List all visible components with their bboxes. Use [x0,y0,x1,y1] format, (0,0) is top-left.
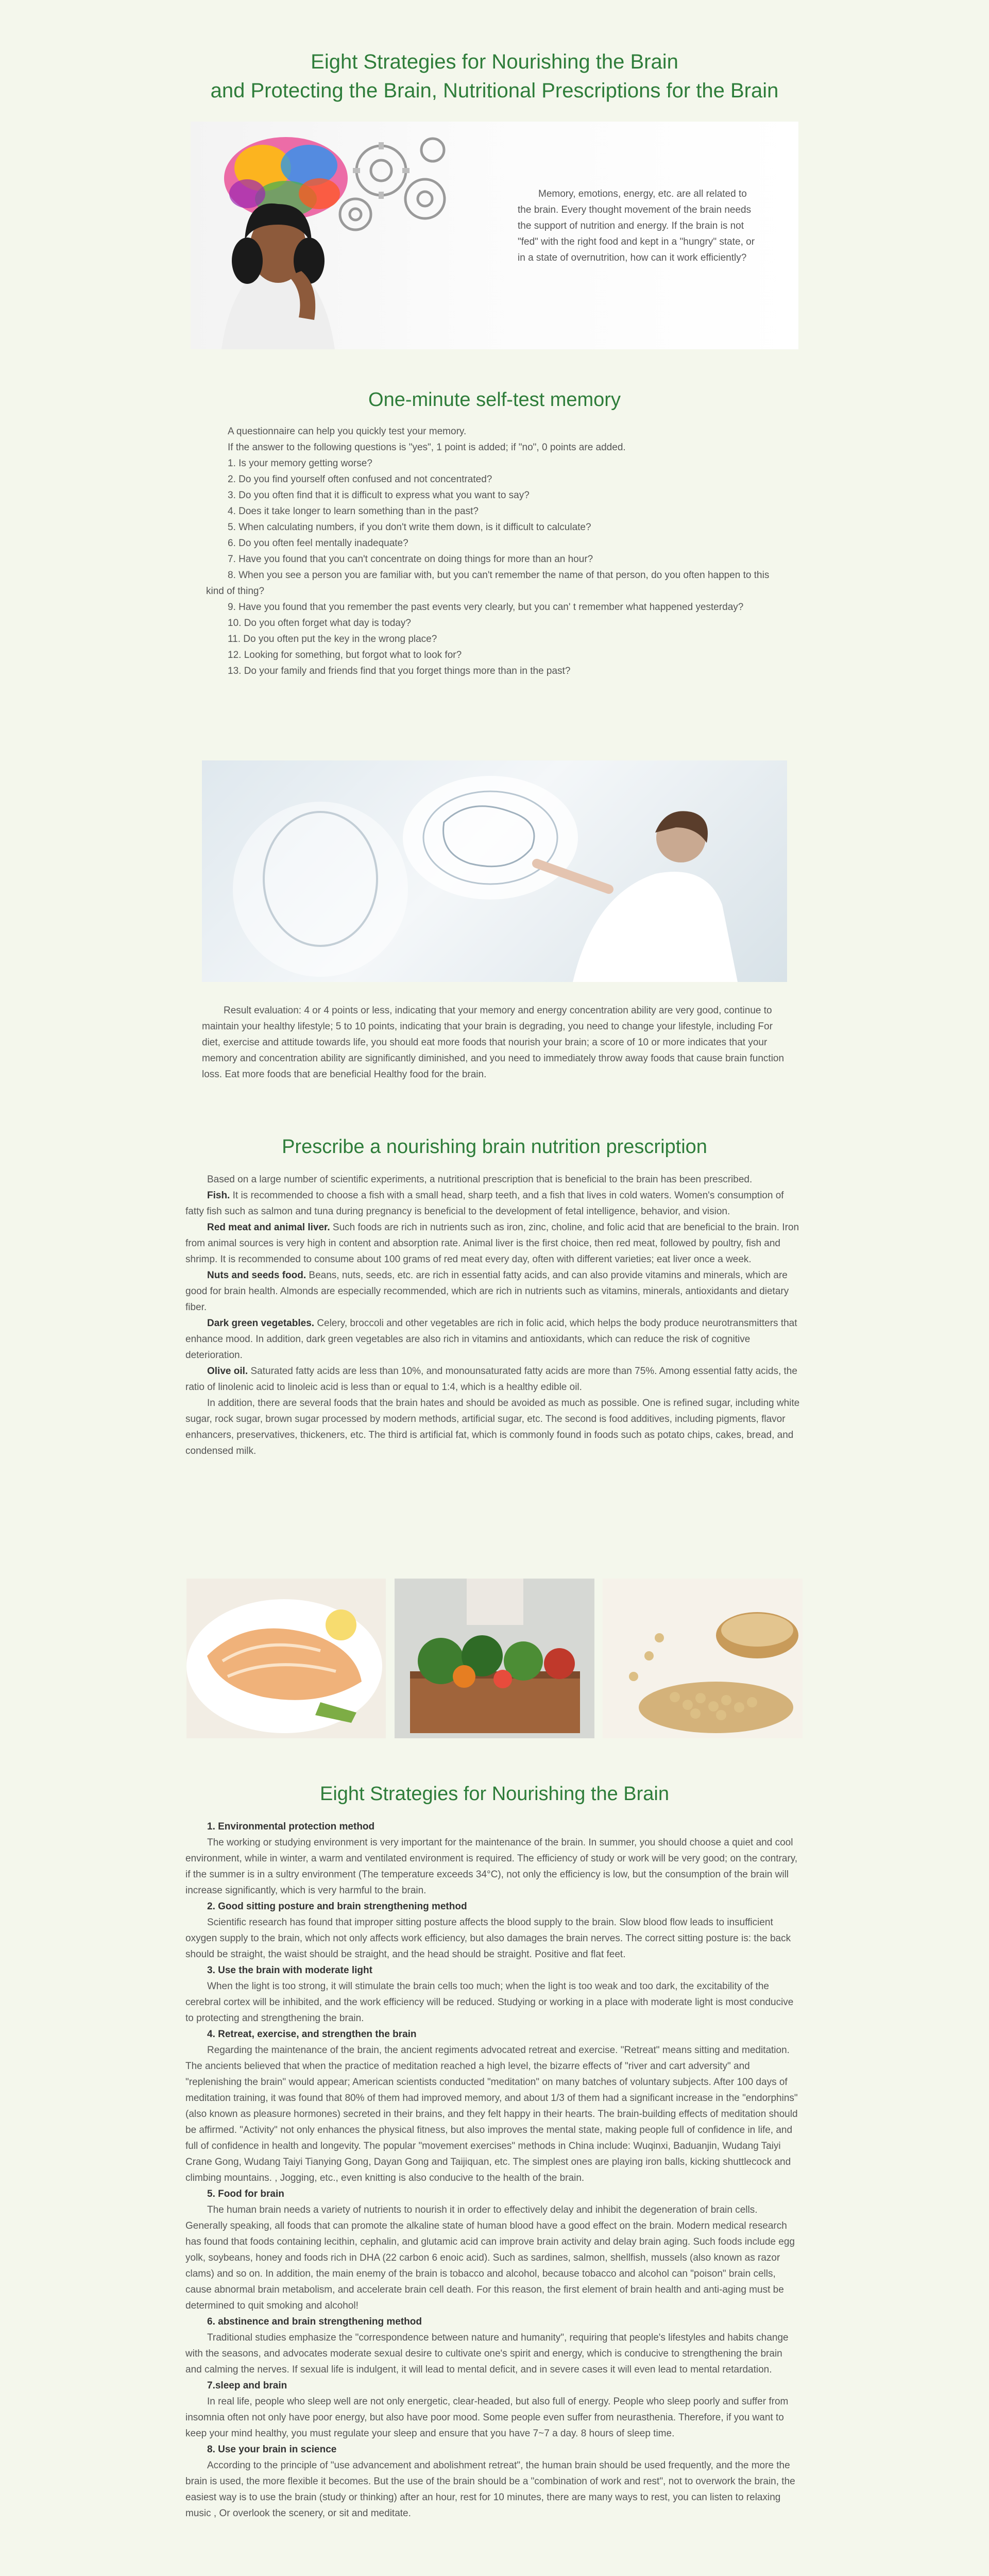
brain-gears-illustration-icon [191,122,469,349]
questionnaire-scoring: If the answer to the following questions is "yes", 1 point is added; if "no", 0 points are added. [228,442,626,453]
nutrition-item [185,1267,801,1315]
question-item: 1. Is your memory getting worse? [228,458,372,469]
result-evaluation-text: Result evaluation: 4 or 4 points or less, indicating that your memory and energy concentration ability are very good, continue to maintain your healthy lifestyle; 5 to 10 points, indicating that your brain is degrading, you need to change your lifestyle, including For diet, exercise and attitude towards life, you should eat more foods that nourish your brain; a score of 10 or more indicates that your memory and concentration ability are significantly diminished, and you need to immediately throw away foods that cause brain function loss. Eat more foods that are beneficial Healthy food for the brain. [202,1005,785,1080]
strategy-title: 1. Environmental protection method [207,1821,375,1832]
strategy-text: Regarding the maintenance of the brain, the ancient regiments advocated retreat and exercise. "Retreat" means sitting and meditation. The ancients believed that when the practice of meditation reached a high level, the bizarre effects of "river and cart adversity" and "replenishing the brain" would appear; American scientists conducted "meditation" on many batches of voluntary subjects. After 100 days of meditation training, it was found that 80% of them had improved memory, and about 1/3 of them had a significant increase in the "endorphins" (also known as pleasure hormones) secreted in their brains, and they felt happy in their hearts. The brain-building effects of meditation should be affirmed. "Activity" not only enhances the physical fitness, but also improves the mental state, making people full of confidence in life, and full of confidence in health and longevity. The popular "movement exercises" methods in China include: Wuqinxi, Baduanjin, Wudang Taiyi Crane Gong, Wudang Taiyi Tianying Gong, Dayan Gong and Taijiquan, etc. The simplest ones are playing iron balls, kicking shuttlecock and climbing mountains. , Jogging, etc., even knitting is also conducive to the health of the brain. [185,2045,798,2183]
nutrition-item-text: It is recommended to choose a fish with a small head, sharp teeth, and a fish that lives in cold waters. Women's consumption of fatty fish such as salmon and tuna during pregnancy is beneficial to the development of fetal intelligence, behavior, and vision. [185,1190,784,1217]
nutrition-item-text: Beans, nuts, seeds, etc. are rich in essential fatty acids, and can also provide vitamins and minerals, which are good for brain health. Almonds are especially recommended, which are rich in nutrients such as vitamins, minerals, antioxidants and dietary fiber. [185,1270,789,1313]
strategy-text: According to the principle of "use advancement and abolishment retreat", the human brain should be used frequently, and the more the brain is used, the more flexible it becomes. But the use of the brain should be a "combination of work and rest", not to overwork the brain, the easiest way is to use the brain (study or thinking) after an hour, rest for 10 minutes, there are many ways to rest, you can listen to relaxing music , Or overlook the scenery, or sit and meditate. [185,2460,795,2519]
strategy-text: When the light is too strong, it will stimulate the brain cells too much; when the light is too weak and too dark, the excitability of the cerebral cortex will be inhibited, and the work efficiency will be reduced. Studying or working in a place with moderate light is most conducive to protecting and strengthening the brain. [185,1981,794,2024]
hero-intro-text: Memory, emotions, energy, etc. are all related to the brain. Every thought movement of the brain needs the support of nutrition and energy. If the brain is not "fed" with the right food and kept in a "hungry" state, or in a state of overnutrition, how can it work efficiently? [518,189,755,263]
question-item: 8. When you see a person you are familiar with, but you can't remember the name of that person, do you often happen to this kind of thing? [206,570,770,597]
question-item: 3. Do you often find that it is difficult to express what you want to say? [228,490,530,501]
question-item: 2. Do you find yourself often confused and not concentrated? [228,474,492,485]
nutrition-item-label: Red meat and animal liver. [207,1222,330,1233]
strategy-text: In real life, people who sleep well are not only energetic, clear-headed, but also full of energy. People who sleep poorly and suffer from insomnia often not only have poor energy, but also have poor mood. Some people even suffer from neurasthenia. Therefore, if you want to keep your mind healthy, you must regulate your sleep and ensure that you have 7~7 a day. 8 hours of sleep time. [185,2396,789,2439]
strategy-title: 6. abstinence and brain strengthening method [207,2316,422,2327]
strategy-title: 3. Use the brain with moderate light [207,1965,372,1976]
digital-brain-photo-icon [202,760,787,982]
strategy-title: 5. Food for brain [207,2189,284,2199]
nutrition-item [185,1315,801,1363]
questionnaire-intro: A questionnaire can help you quickly test your memory. [228,426,467,437]
nutrition-item-text: Celery, broccoli and other vegetables are rich in folic acid, which helps the body produce neurotransmitters that enhance mood. In addition, dark green vegetables are also rich in vitamins and antioxidants, which can reduce the risk of cognitive deterioration. [185,1318,797,1361]
strategy-title: 8. Use your brain in science [207,2444,337,2455]
question-item: 13. Do your family and friends find that you forget things more than in the past? [228,666,571,676]
strategy-text: Scientific research has found that improper sitting posture affects the blood supply to the brain. Slow blood flow leads to insufficient oxygen supply to the brain, which not only affects work efficiency, but also damages the brain nerves. The correct sitting posture is: the back should be straight, the waist should be straight, and the head should be straight. Positive and flat feet. [185,1917,791,1960]
question-item: 9. Have you found that you remember the past events very clearly, but you can' t remember what happened yesterday? [228,602,744,613]
questionnaire [205,423,787,679]
question-item: 5. When calculating numbers, if you don't write them down, is it difficult to calculate? [228,522,591,533]
nutrition-item [185,1363,801,1395]
nutrition-item-label: Nuts and seeds food. [207,1270,306,1281]
nutrition-item-label: Dark green vegetables. [207,1318,315,1329]
strategy-text: The working or studying environment is very important for the maintenance of the brain. In summer, you should choose a quiet and cool environment, while in winter, a warm and ventilated environment is required. The efficiency of study or work will be very good; on the contrary, if the summer is in a sultry environment (The temperature exceeds 34°C), not only the efficiency is low, but the consumption of the brain will increase significantly, which is very harmful to the brain. [185,1837,798,1896]
strategies-heading: Eight Strategies for Nourishing the Brain [319,1783,670,1805]
page-title-line2: and Protecting the Brain, Nutritional Prescriptions for the Brain [210,79,779,102]
strategy-title: 4. Retreat, exercise, and strengthen the brain [207,2029,417,2040]
hero-banner [191,122,798,349]
nutrition-intro: Based on a large number of scientific experiments, a nutritional prescription that is beneficial to the brain has been prescribed. [207,1174,753,1185]
strategy-text: The human brain needs a variety of nutrients to nourish it in order to effectively delay and inhibit the degeneration of brain cells. Generally speaking, all foods that can promote the alkaline state of human blood have a good effect on the brain. Modern medical research has found that foods containing lecithin, cephalin, and glutamic acid can improve brain activity and delay brain aging. Such foods include egg yolk, soybeans, honey and foods rich in DHA (22 carbon 6 enoic acid). Such as sardines, salmon, shellfish, mussels (also known as razor clams) and so on. In addition, the main enemy of the brain is tobacco and alcohol, because tobacco and alcohol can "poison" brain cells, cause abnormal brain metabolism, and accelerate brain cell death. For this reason, the first element of brain health and anti-aging must be determined to quit smoking and alcohol! [185,2205,795,2311]
nutrition-heading: Prescribe a nourishing brain nutrition prescription [282,1136,707,1158]
nutrition-item-label: Olive oil. [207,1366,248,1377]
vegetables-crate-photo-icon [395,1579,594,1738]
question-item: 4. Does it take longer to learn something than in the past? [228,506,479,517]
soybeans-photo-icon [603,1579,803,1738]
result-evaluation [202,1003,787,1082]
question-item: 11. Do you often put the key in the wrong place? [228,634,437,645]
nutrition-item-text: Saturated fatty acids are less than 10%, and monounsaturated fatty acids are more than 75%. Among essential fatty acids, the ratio of linolenic acid to linoleic acid is less than or equal to 1:4, which is a healthy edible oil. [185,1366,797,1393]
nutrition-item [185,1188,801,1219]
page-title-line1: Eight Strategies for Nourishing the Brain [311,50,678,73]
strategy-text: Traditional studies emphasize the "correspondence between nature and humanity", requiring that people's lifestyles and habits change with the seasons, and advocates moderate sexual desire to cultivate one's spirit and energy, which is conducive to strengthening the brain and calming the nerves. If sexual life is indulgent, it will lead to mental deficit, and in severe cases it will even lead to mental retardation. [185,2332,789,2375]
question-item: 12. Looking for something, but forgot what to look for? [228,650,462,660]
strategy-title: 2. Good sitting posture and brain strengthening method [207,1901,467,1912]
question-item: 7. Have you found that you can't concentrate on doing things for more than an hour? [228,554,593,565]
nutrition-section [185,1172,801,1459]
self-test-heading: One-minute self-test memory [368,389,621,411]
nutrition-item-text: Such foods are rich in nutrients such as iron, zinc, choline, and folic acid that are beneficial to the brain. Iron from animal sources is very high in content and absorption rate. Animal liver is the first choice, then red meat, followed by poultry, fish and shrimp. It is recommended to consume about 100 grams of red meat every day, often with different varieties; eat liver once a week. [185,1222,799,1265]
question-item: 10. Do you often forget what day is today? [228,618,411,629]
page-title [0,47,989,105]
nutrition-item-label: Fish. [207,1190,230,1201]
nutrition-item [185,1219,801,1267]
strategies-section [185,1819,801,2521]
strategy-title: 7.sleep and brain [207,2380,287,2391]
question-item: 6. Do you often feel mentally inadequate? [228,538,408,549]
salmon-photo-icon [186,1579,386,1738]
nutrition-closing: In addition, there are several foods that the brain hates and should be avoided as much as possible. One is refined sugar, including white sugar, rock sugar, brown sugar processed by modern methods, artificial sugar, etc. The second is food additives, including pigments, flavor enhancers, preservatives, thickeners, etc. The third is artificial fat, which is commonly found in foods such as potato chips, cakes, bread, and condensed milk. [185,1398,800,1456]
